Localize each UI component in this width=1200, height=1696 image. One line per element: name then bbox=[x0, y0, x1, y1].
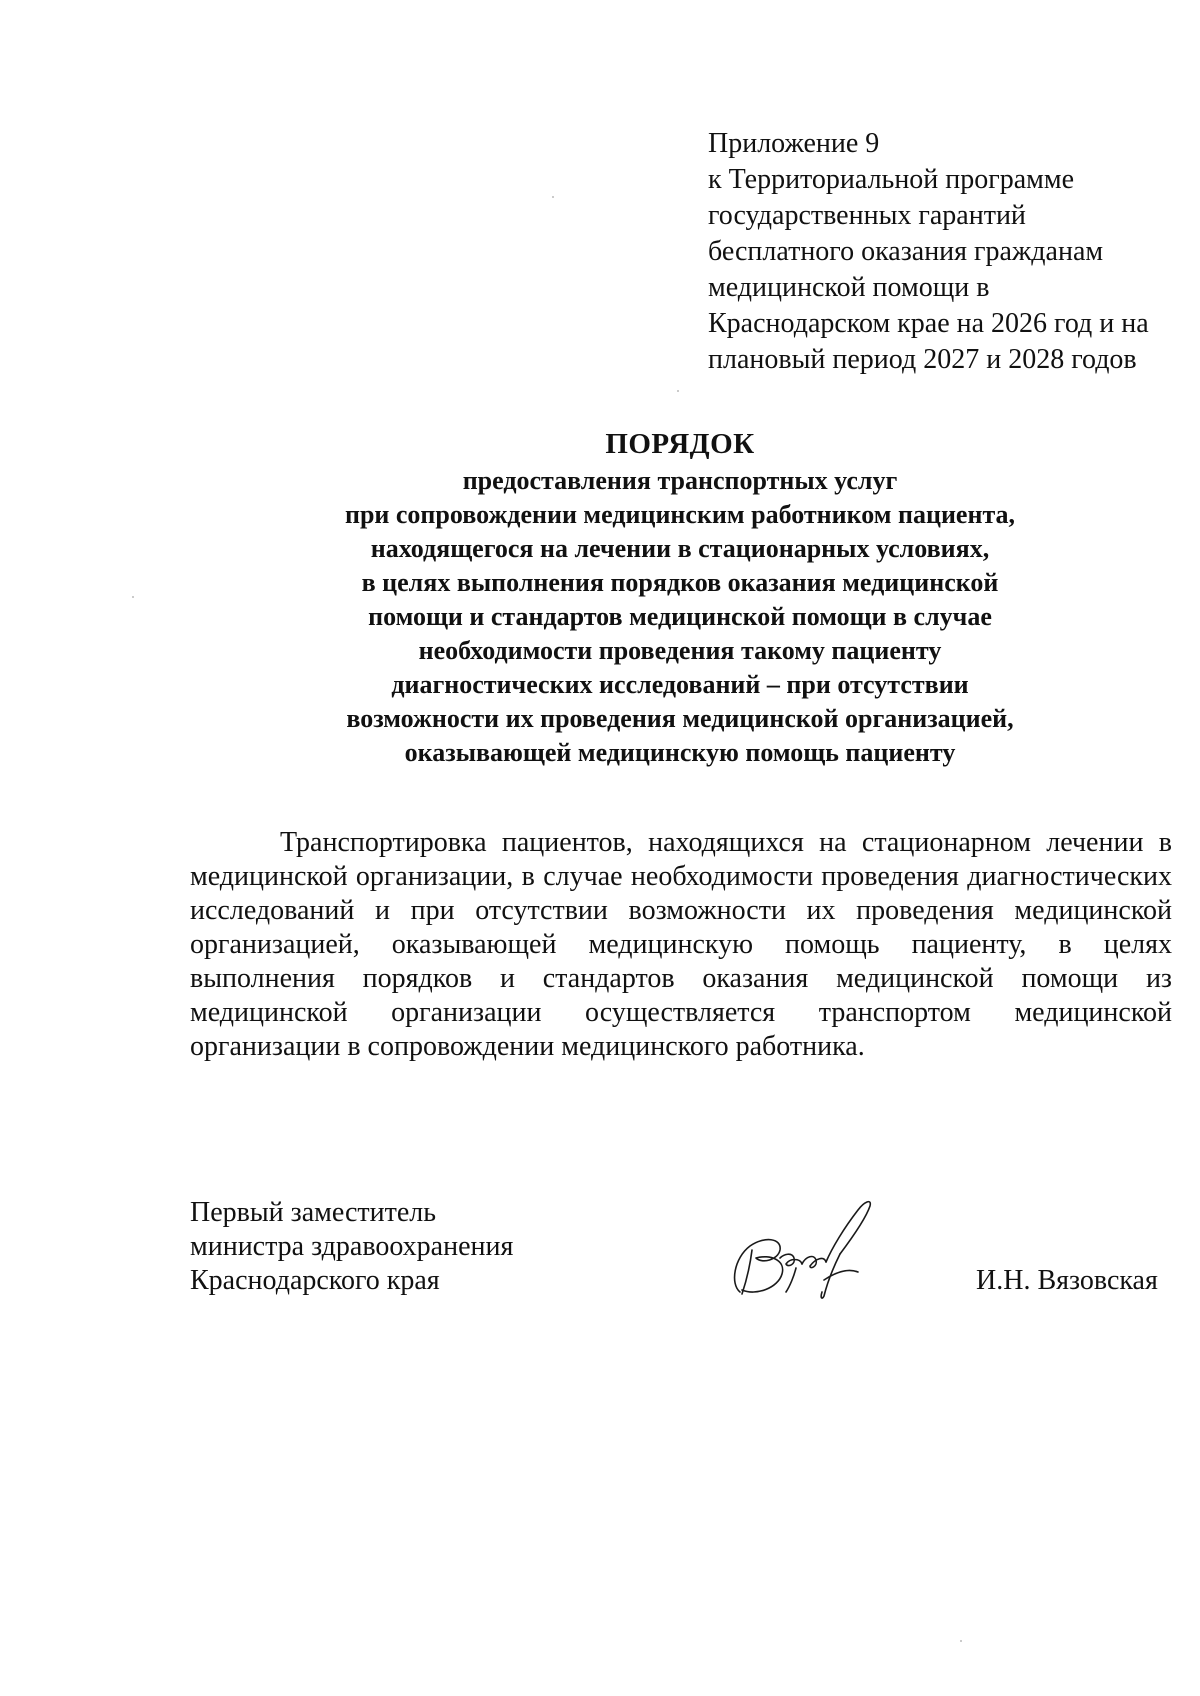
position-line: Краснодарского края bbox=[190, 1265, 440, 1296]
subtitle-line: в целях выполнения порядков оказания медицинской bbox=[361, 568, 999, 597]
subtitle-line: находящегося на лечении в стационарных условиях, bbox=[370, 534, 990, 563]
appendix-line: плановый период 2027 и 2028 годов bbox=[708, 344, 1137, 375]
position-line: министра здравоохранения bbox=[190, 1231, 514, 1262]
appendix-line: Приложение 9 bbox=[708, 128, 880, 159]
scan-speck bbox=[552, 196, 554, 198]
scan-speck bbox=[677, 390, 679, 392]
subtitle-line: оказывающей медицинскую помощь пациенту bbox=[404, 738, 956, 767]
appendix-line: бесплатного оказания гражданам bbox=[708, 236, 1104, 267]
document-subtitle bbox=[190, 464, 1170, 770]
appendix-header bbox=[708, 126, 1188, 378]
appendix-line: медицинской помощи в bbox=[708, 272, 990, 303]
subtitle-line: помощи и стандартов медицинской помощи в случае bbox=[368, 602, 992, 631]
document-title: ПОРЯДОК bbox=[605, 428, 755, 460]
scan-speck bbox=[132, 596, 134, 598]
scan-speck bbox=[960, 1640, 962, 1642]
signatory-name: И.Н. Вязовская bbox=[976, 1265, 1158, 1296]
appendix-line: государственных гарантий bbox=[708, 200, 1026, 231]
appendix-line: к Территориальной программе bbox=[708, 164, 1075, 195]
subtitle-line: при сопровождении медицинским работником пациента, bbox=[344, 500, 1016, 529]
subtitle-line: необходимости проведения такому пациенту bbox=[418, 636, 942, 665]
position-line: Первый заместитель bbox=[190, 1197, 437, 1228]
handwritten-signature-icon bbox=[712, 1188, 892, 1308]
appendix-line: Краснодарском крае на 2026 год и на bbox=[708, 308, 1149, 339]
body-paragraph: Транспортировка пациентов, находящихся на стационарном лечении в медицинской организации, в случае необходимости проведения диагностических исследований и при отсутствии возможности их проведения медицинской организацией, оказывающей медицинскую помощь пациенту, в целях выполнения порядков и стандартов оказания медицинской помощи из медицинской организации осуществляется транспортом медицинской организации в сопровождении медицинского работника. bbox=[190, 827, 1172, 1062]
subtitle-line: диагностических исследований – при отсутствии bbox=[391, 670, 969, 699]
signatory-position bbox=[190, 1196, 513, 1298]
subtitle-line: возможности их проведения медицинской организацией, bbox=[346, 704, 1014, 733]
subtitle-line: предоставления транспортных услуг bbox=[462, 466, 898, 495]
document-title-block bbox=[190, 424, 1170, 770]
